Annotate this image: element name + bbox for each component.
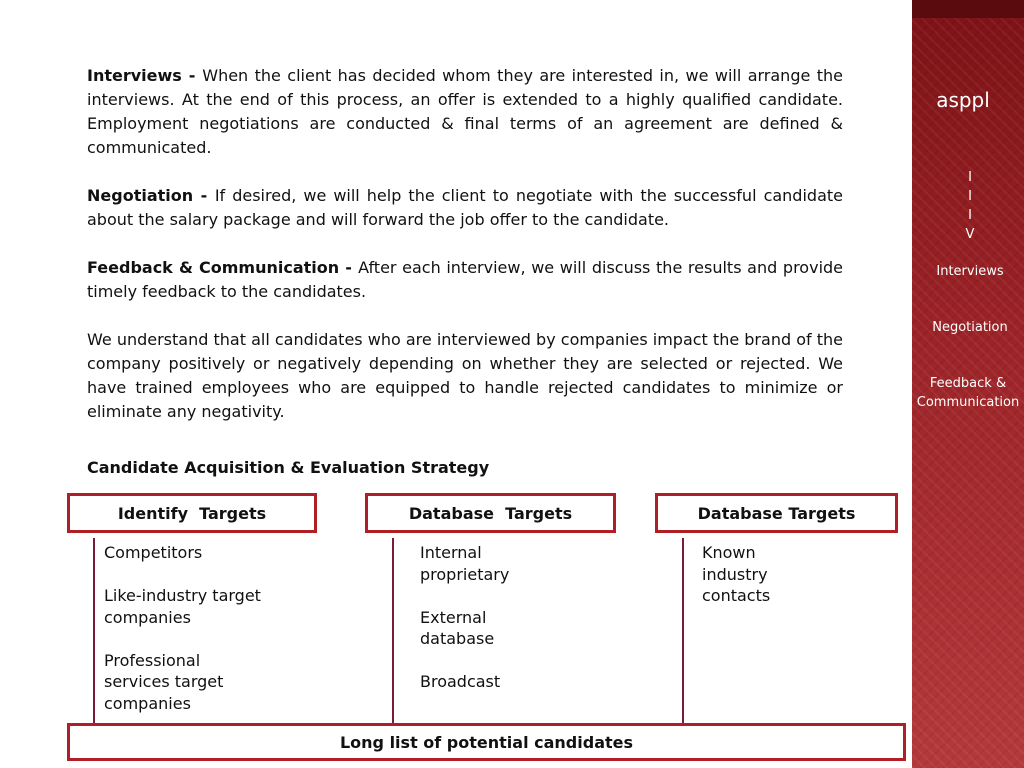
understand-paragraph: We understand that all candidates who are interviewed by companies impact the brand of the company positively or negatively depending on whether they are selected or rejected. We have trained employees who are equipped to handle rejected candidates to minimize or eliminate any negativity.: [87, 330, 843, 421]
roman-char: V: [965, 227, 975, 242]
sidebar-item-negotiation[interactable]: Negotiation: [932, 320, 1008, 335]
list-item: Professional services target companies: [104, 650, 224, 713]
database-targets-label-1: Database Targets: [408, 503, 573, 523]
roman-char: I: [968, 189, 972, 204]
feedback-lead: Feedback & Communication -: [87, 258, 359, 277]
database-targets-box-2: [655, 493, 898, 533]
interviews-text: When the client has decided whom they are interested in, we will arrange the interviews. At the end of this process, an offer is extended to a highly qualified candidate. Employment negotiations are conducted & final terms of an agreement are defined & communicated.: [87, 66, 843, 157]
sidebar-item-interviews[interactable]: Interviews: [936, 264, 1004, 279]
database-targets-list-2: [702, 542, 782, 628]
main-content: [87, 64, 843, 448]
roman-char: I: [968, 208, 972, 223]
identify-targets-label: Identify Targets: [117, 503, 267, 523]
database-targets-box-1: [365, 493, 616, 533]
brand-logo-text: asppl: [936, 88, 990, 112]
feedback-text: After each interview, we will discuss the results and provide timely feedback to the candidates.: [87, 258, 844, 301]
database-targets-label-2: Database Targets: [697, 503, 856, 523]
interviews-lead: Interviews -: [87, 66, 203, 85]
negotiation-lead: Negotiation -: [87, 186, 215, 205]
long-list-box: [67, 723, 906, 761]
sidebar-top-band: [912, 0, 1024, 18]
sidebar: [912, 0, 1024, 768]
list-item: Like-industry target companies: [104, 586, 261, 627]
list-item: Broadcast: [420, 672, 501, 691]
interviews-paragraph: [87, 64, 843, 160]
list-item: External database: [420, 607, 495, 648]
negotiation-paragraph: [87, 184, 843, 232]
list-item: Known industry contacts: [702, 543, 771, 605]
feedback-paragraph: [87, 256, 843, 304]
column-connector-2: [392, 538, 394, 724]
negotiation-text: If desired, we will help the client to negotiate with the successful candidate about the salary package and will forward the job offer to the candidate.: [87, 186, 843, 229]
list-item: Internal proprietary: [420, 543, 510, 584]
identify-targets-list: [104, 542, 274, 736]
long-list-label: Long list of potential candidates: [339, 732, 634, 752]
roman-numeral-marker: [912, 168, 1024, 244]
identify-targets-box: [67, 493, 317, 533]
roman-char: I: [968, 170, 972, 185]
column-connector-3: [682, 538, 684, 724]
database-targets-list-1: [420, 542, 530, 714]
strategy-title: Candidate Acquisition & Evaluation Strategy: [87, 458, 490, 477]
column-connector-1: [93, 538, 95, 724]
sidebar-item-feedback[interactable]: Feedback & Communication: [916, 376, 1020, 410]
list-item: Competitors: [104, 543, 203, 562]
